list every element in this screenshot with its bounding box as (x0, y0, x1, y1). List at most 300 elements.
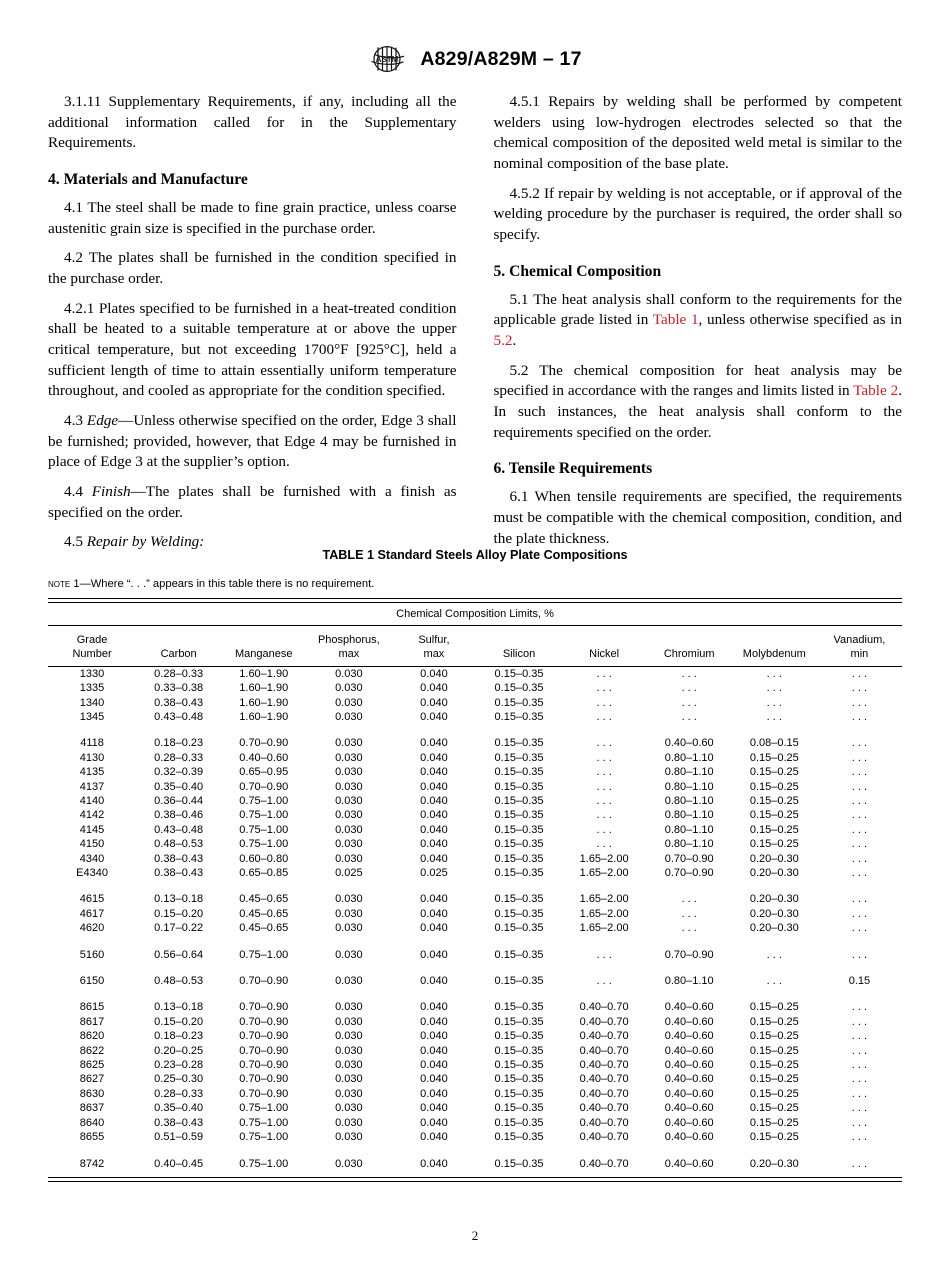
table-cell: 0.15–0.25 (749, 1131, 799, 1144)
paragraph-text: Repairs by welding shall be performed by competent welders using low-hydrogen electrodes selected so that the chemical composition of the deposited weld metal is similar to the nominal composition of the base plate. (493, 93, 903, 173)
column-header-silicon (476, 626, 561, 667)
table-cell: . . . (851, 867, 868, 879)
table-cell: 0.70–0.90 (239, 1059, 289, 1072)
grade-number-cell: 1345 (79, 710, 105, 723)
table-cell: 0.15–0.20 (154, 1015, 204, 1028)
grade-number-cell: 4130 (79, 751, 105, 764)
table-cell: 0.040 (420, 1030, 448, 1043)
table-cell: 0.030 (335, 1059, 363, 1072)
table-cell: . . . (851, 737, 868, 750)
paragraph-5-2 (494, 361, 903, 444)
paragraph-3-1-11 (48, 92, 457, 154)
table-cell: 0.40–0.60 (664, 1073, 714, 1086)
table-cell: 0.40–0.70 (579, 1102, 629, 1115)
table-cell: 0.75–1.00 (239, 1157, 289, 1170)
table-cell: 1.60–1.90 (239, 696, 289, 709)
table-cell: 0.70–0.90 (664, 852, 714, 865)
table-cell: 0.15–0.35 (494, 809, 544, 822)
table-cell: 0.040 (420, 809, 448, 822)
table-cell: . . . (766, 948, 782, 961)
column-header-vanadium (817, 626, 902, 667)
table-cell: 0.040 (420, 766, 448, 779)
grade-number-cell: 8617 (79, 1015, 105, 1028)
table-cell: 0.030 (335, 780, 363, 793)
table-cell: 0.15–0.20 (154, 907, 204, 920)
table-cell: . . . (851, 1001, 868, 1014)
table-cell: 0.15–0.35 (494, 780, 544, 793)
table-cell: 0.15–0.25 (749, 1087, 799, 1100)
table-row (48, 766, 902, 780)
section-heading-4: 4. Materials and Manufacture (48, 171, 248, 189)
table-cell: 0.15–0.25 (749, 1044, 799, 1057)
table-cell: 0.40–0.70 (579, 1073, 629, 1086)
table-cell: . . . (851, 696, 868, 709)
table-cell: 0.15–0.25 (749, 1059, 799, 1072)
table-cell: 0.48–0.53 (154, 975, 204, 988)
table-cell: 0.040 (420, 1044, 448, 1057)
table-cell: 0.70–0.90 (239, 780, 289, 793)
paragraph-text: If repair by welding is not acceptable, or if approval of the welding procedure by the purchaser is required, the order shall so specify. (493, 184, 902, 244)
table-cell: 0.15–0.25 (749, 794, 799, 807)
table-row (48, 1131, 902, 1145)
grade-number-cell: 6150 (79, 975, 105, 988)
table-cell: 0.28–0.33 (154, 667, 204, 680)
table-row (48, 667, 902, 682)
table-row (48, 852, 902, 866)
table-cell: 0.030 (335, 682, 363, 695)
table-cell: 0.70–0.90 (664, 867, 714, 879)
table-cell: 0.35–0.40 (154, 780, 204, 793)
page-number: 2 (471, 1228, 479, 1243)
table-cell: 0.70–0.90 (239, 737, 289, 750)
spacer-cell (48, 936, 902, 948)
table-cell: 0.040 (420, 737, 448, 750)
table-cell: . . . (681, 710, 697, 723)
table-cell: 0.70–0.90 (664, 948, 714, 961)
table-row (48, 948, 902, 962)
table-cell: 0.15–0.35 (494, 838, 544, 851)
table-row (48, 794, 902, 808)
table-cell: 0.040 (420, 1157, 448, 1170)
table-cell: 0.38–0.43 (154, 867, 204, 879)
table-cell: 0.13–0.18 (154, 893, 204, 906)
table-cell: 0.65–0.85 (239, 867, 289, 879)
table-cell: 0.23–0.28 (154, 1059, 204, 1072)
table-cell: 0.40–0.60 (664, 1116, 714, 1129)
grade-number-cell: 4137 (79, 780, 105, 793)
table-cell: 0.15–0.25 (749, 751, 799, 764)
column-header-line: Chromium (663, 647, 715, 660)
table-cell: 1.60–1.90 (239, 682, 289, 695)
grade-number-cell: 1330 (79, 667, 105, 680)
table-cell: 0.15–0.35 (494, 794, 544, 807)
table-cell: 1.60–1.90 (239, 667, 289, 680)
table-bottom-rule (48, 1178, 902, 1182)
table-cell: 0.040 (420, 975, 448, 988)
table-cell: 0.38–0.43 (154, 1116, 204, 1129)
paragraph-number: 4.5.1 (509, 93, 540, 110)
table-cell: 0.80–1.10 (664, 794, 714, 807)
table-row (48, 922, 902, 936)
table-cell: 0.030 (335, 809, 363, 822)
table-cell: . . . (851, 948, 868, 961)
table-cell: . . . (851, 1073, 868, 1086)
grade-number-cell: 4620 (79, 922, 105, 935)
table-cell: 0.43–0.48 (154, 823, 204, 836)
link-table-1[interactable]: Table 1 (652, 311, 699, 329)
table-cell: 0.70–0.90 (239, 1073, 289, 1086)
paragraph-number: 6.1 (509, 488, 529, 506)
column-header-line: Nickel (589, 647, 620, 660)
column-header-line: max (423, 647, 445, 660)
grade-number-cell: 8625 (79, 1059, 105, 1072)
table-cell: 0.15–0.35 (494, 1059, 544, 1072)
section-heading-6: 6. Tensile Requirements (493, 460, 653, 478)
right-column (494, 92, 903, 553)
paragraph-4-5-2 (494, 184, 903, 246)
table-cell: 0.60–0.80 (239, 852, 289, 865)
table-cell: 0.20–0.30 (749, 922, 799, 935)
table-group-spacer (48, 989, 902, 1001)
table-1-block (48, 548, 902, 1182)
table-cell: 1.65–2.00 (579, 893, 629, 906)
table-cell: . . . (851, 1087, 868, 1100)
table-cell: . . . (681, 922, 697, 935)
table-cell: 0.030 (335, 710, 363, 723)
table-cell: 0.030 (335, 893, 363, 906)
composition-table (48, 598, 902, 1182)
table-cell: 0.040 (420, 948, 448, 961)
table-row (48, 737, 902, 751)
table-cell: 0.15–0.35 (494, 751, 544, 764)
table-cell: 0.75–1.00 (239, 948, 289, 961)
table-cell: 1.65–2.00 (579, 907, 629, 920)
table-cell: 0.040 (420, 794, 448, 807)
table-cell: . . . (596, 766, 612, 779)
table-cell: 0.40–0.60 (239, 751, 289, 764)
table-cell: . . . (851, 667, 868, 680)
table-cell: 0.45–0.65 (239, 922, 289, 935)
column-header-line: Sulfur, (418, 634, 450, 647)
table-cell: 0.040 (420, 1116, 448, 1129)
table-cell: 0.36–0.44 (154, 794, 204, 807)
table-cell: . . . (851, 1157, 868, 1170)
table-cell: . . . (596, 794, 612, 807)
column-header-molybdenum (732, 626, 817, 667)
table-cell: 0.040 (420, 1001, 448, 1014)
table-cell: 0.15–0.35 (494, 696, 544, 709)
table-cell: . . . (596, 751, 612, 764)
table-cell: 0.08–0.15 (749, 737, 799, 750)
paragraph-4-4 (48, 482, 457, 523)
paragraph-number: 4.3 (64, 412, 83, 430)
spacer-cell (48, 1145, 902, 1157)
table-cell: . . . (596, 780, 612, 793)
table-cell: 0.15–0.25 (749, 766, 799, 779)
table-cell: 0.040 (420, 710, 448, 723)
grade-number-cell: 8620 (79, 1030, 105, 1043)
spacer-cell (48, 725, 902, 737)
table-cell: 0.35–0.40 (154, 1102, 204, 1115)
table-cell: 0.40–0.70 (579, 1157, 629, 1170)
table-group-spacer (48, 725, 902, 737)
table-cell: 0.80–1.10 (664, 823, 714, 836)
table-cell: 0.15–0.35 (494, 682, 544, 695)
table-cell: . . . (851, 682, 868, 695)
column-header-line: max (338, 647, 360, 660)
table-cell: 0.40–0.60 (664, 737, 714, 750)
table-header-row (48, 626, 902, 667)
table-cell: 0.75–1.00 (239, 823, 289, 836)
table-cell: . . . (851, 1030, 868, 1043)
table-cell: 0.40–0.70 (579, 1087, 629, 1100)
table-cell: . . . (766, 710, 782, 723)
table-cell: 0.15–0.35 (494, 1073, 544, 1086)
paragraph-number: 4.1 (64, 199, 83, 217)
table-cell: . . . (681, 696, 697, 709)
table-cell: 0.40–0.60 (664, 1059, 714, 1072)
table-row (48, 1116, 902, 1130)
column-header-line: Molybdenum (742, 647, 806, 660)
table-row (48, 893, 902, 907)
table-row (48, 1030, 902, 1044)
table-cell: . . . (851, 893, 868, 906)
table-cell: 0.030 (335, 737, 363, 750)
table-row (48, 1001, 902, 1015)
table-cell: 0.030 (335, 1102, 363, 1115)
table-cell: 0.40–0.70 (579, 1116, 629, 1129)
table-cell: 0.030 (335, 852, 363, 865)
table-cell: 0.040 (420, 751, 448, 764)
table-cell: 0.15–0.35 (494, 907, 544, 920)
grade-number-cell: 8622 (79, 1044, 105, 1057)
table-cell: 0.15–0.35 (494, 975, 544, 988)
table-cell: 0.40–0.70 (579, 1015, 629, 1028)
table-note (48, 576, 902, 590)
table-row (48, 823, 902, 837)
table-cell: 0.20–0.30 (749, 1157, 799, 1170)
grade-number-cell: 8742 (79, 1157, 105, 1170)
table-cell: . . . (596, 737, 612, 750)
note-text: 1—Where “. . .” appears in this table there is no requirement. (70, 578, 375, 590)
table-cell: 0.030 (335, 766, 363, 779)
table-cell: 0.030 (335, 907, 363, 920)
table-cell: 0.28–0.33 (154, 1087, 204, 1100)
table-cell: . . . (766, 682, 782, 695)
paragraph-number: 4.2 (64, 249, 83, 267)
table-cell: 0.20–0.30 (749, 893, 799, 906)
paragraph-text: The heat analysis shall conform to the requirements for the applicable grade listed in (493, 290, 902, 329)
paragraph-number: 3.1.11 (64, 93, 102, 110)
paragraph-text: The plates shall be furnished in the condition specified in the purchase order. (48, 249, 457, 288)
table-cell: 0.15–0.35 (494, 1102, 544, 1115)
paragraph-number: 4.5 (64, 533, 83, 551)
table-cell: . . . (596, 809, 612, 822)
column-header-nickel (562, 626, 647, 667)
table-row (48, 751, 902, 765)
svg-text:ASTM: ASTM (376, 55, 399, 64)
table-cell: 0.40–0.70 (579, 1001, 629, 1014)
document-designation: A829/A829M – 17 (420, 47, 582, 70)
table-cell: 0.15–0.25 (749, 823, 799, 836)
table-cell: . . . (851, 1059, 868, 1072)
table-cell: 0.40–0.60 (664, 1015, 714, 1028)
table-cell: 0.75–1.00 (239, 809, 289, 822)
table-cell: 0.15–0.25 (749, 1116, 799, 1129)
table-group-spacer (48, 881, 902, 893)
table-cell: 0.040 (420, 907, 448, 920)
span-header-label: Chemical Composition Limits, % (48, 603, 902, 626)
table-cell: . . . (851, 1015, 868, 1028)
paragraph-text: . In such instances, the heat analysis shall conform to the requirements specified on the order. (493, 382, 902, 441)
table-cell: 0.040 (420, 667, 448, 680)
table-cell: 0.38–0.46 (154, 809, 204, 822)
paragraph-text: The chemical composition for heat analysis may be specified in accordance with the ranges and limits listed in (493, 361, 902, 400)
table-cell: 0.75–1.00 (239, 794, 289, 807)
table-cell: 0.15–0.35 (494, 737, 544, 750)
table-cell: . . . (596, 823, 612, 836)
table-cell: 0.80–1.10 (664, 780, 714, 793)
table-cell: 0.40–0.60 (664, 1030, 714, 1043)
table-row (48, 1044, 902, 1058)
table-group-spacer (48, 963, 902, 975)
column-header-line: Number (72, 647, 112, 660)
table-row (48, 867, 902, 881)
table-cell: 0.15–0.25 (749, 1030, 799, 1043)
table-group-spacer (48, 1145, 902, 1157)
table-cell: 0.20–0.30 (749, 907, 799, 920)
table-cell: 0.15–0.35 (494, 1001, 544, 1014)
table-cell: 0.15–0.35 (494, 948, 544, 961)
table-cell: 0.030 (335, 948, 363, 961)
grade-number-cell: 4617 (79, 907, 105, 920)
table-cell: . . . (851, 809, 868, 822)
table-cell: 0.80–1.10 (664, 975, 714, 988)
table-cell: . . . (596, 838, 612, 851)
table-cell: . . . (851, 922, 868, 935)
table-cell: . . . (596, 710, 612, 723)
table-cell: 0.28–0.33 (154, 751, 204, 764)
table-cell: 0.030 (335, 751, 363, 764)
table-cell: 0.15–0.35 (494, 1015, 544, 1028)
table-row (48, 696, 902, 710)
table-cell: 0.20–0.25 (154, 1044, 204, 1057)
table-cell: 0.15 (848, 975, 871, 988)
table-row (48, 682, 902, 696)
table-cell: 0.70–0.90 (239, 1015, 289, 1028)
table-cell: 0.17–0.22 (154, 922, 204, 935)
table-cell: 0.040 (420, 852, 448, 865)
table-cell: . . . (766, 667, 782, 680)
grade-number-cell: 1340 (79, 696, 105, 709)
link-table-2[interactable]: Table 2 (853, 382, 899, 400)
table-row (48, 838, 902, 852)
table-cell: 0.15–0.35 (494, 1030, 544, 1043)
table-cell: 0.15–0.35 (494, 893, 544, 906)
table-cell: 0.030 (335, 696, 363, 709)
table-cell: 0.030 (335, 1030, 363, 1043)
table-cell: 0.15–0.25 (749, 1015, 799, 1028)
paragraph-text: When tensile requirements are specified, the requirements must be compatible with the chemical composition, condition, and the plate thickness. (493, 488, 902, 547)
paragraph-text: —Unless otherwise specified on the order, Edge 3 shall be furnished; provided, however, that Edge 4 may be furnished in place of Edge 3 at the supplier’s option. (48, 412, 457, 471)
paragraph-number: 5.1 (509, 290, 529, 308)
table-cell: 0.15–0.35 (494, 667, 544, 680)
table-row (48, 975, 902, 989)
table-cell: . . . (851, 1044, 868, 1057)
table-cell: 0.15–0.35 (494, 1116, 544, 1129)
column-header-line: min (850, 647, 869, 660)
paragraph-4-2 (48, 248, 457, 289)
table-cell: 0.030 (335, 1073, 363, 1086)
table-cell: 0.040 (420, 922, 448, 935)
table-cell: 0.15–0.25 (749, 1001, 799, 1014)
table-cell: 0.70–0.90 (239, 1001, 289, 1014)
table-cell: 0.15–0.35 (494, 766, 544, 779)
table-cell: 0.040 (420, 696, 448, 709)
body-columns (48, 92, 902, 553)
section-heading-5: 5. Chemical Composition (493, 262, 662, 280)
table-cell: . . . (681, 907, 697, 920)
astm-logo (368, 44, 408, 74)
table-cell: 0.13–0.18 (154, 1001, 204, 1014)
table-row (48, 1087, 902, 1101)
paragraph-text: Supplementary Requirements, if any, including all the additional information called for in the Supplementary Requirements. (48, 93, 457, 152)
table-cell: 1.65–2.00 (579, 922, 629, 935)
paragraph-text: Plates specified to be furnished in a heat-treated condition shall be heated to a suitable temperature at or above the upper critical temperature, but not exceeding 1700°F [925°C], held a sufficient length of time to attain essentially uniform temperature throughout, and cooled as appropriate for the condition specified. (48, 299, 457, 400)
table-cell: 0.70–0.90 (239, 1087, 289, 1100)
table-cell: 0.030 (335, 1044, 363, 1057)
table-cell: 0.040 (420, 1102, 448, 1115)
grade-number-cell: 4145 (79, 823, 105, 836)
column-header-grade (48, 626, 136, 667)
table-cell: 0.20–0.30 (749, 867, 799, 879)
table-cell: . . . (681, 893, 697, 906)
table-cell: 0.030 (335, 838, 363, 851)
grade-number-cell: 8640 (79, 1116, 105, 1129)
table-cell: . . . (851, 907, 868, 920)
column-header-line: Carbon (160, 647, 197, 660)
table-cell: 0.45–0.65 (239, 907, 289, 920)
table-cell: 0.025 (335, 867, 363, 879)
table-span-header-row (48, 603, 902, 626)
table-cell: . . . (766, 696, 782, 709)
grade-number-cell: 4135 (79, 766, 105, 779)
table-row (48, 1102, 902, 1116)
table-cell: . . . (851, 1116, 868, 1129)
paragraph-italic-lead: Finish (91, 483, 131, 501)
paragraph-5-1 (494, 290, 903, 352)
table-cell: 0.15–0.25 (749, 1073, 799, 1086)
table-cell: 0.25–0.30 (154, 1073, 204, 1086)
table-cell: 0.80–1.10 (664, 838, 714, 851)
table-cell: 0.40–0.70 (579, 1059, 629, 1072)
paragraph-4-1 (48, 198, 457, 239)
link-section-5-2[interactable]: 5.2 (493, 332, 513, 350)
table-cell: 0.15–0.35 (494, 1157, 544, 1170)
table-cell: 0.030 (335, 1087, 363, 1100)
grade-number-cell: 8637 (79, 1102, 105, 1115)
table-cell: . . . (851, 1131, 868, 1144)
grade-number-cell: 8630 (79, 1087, 105, 1100)
left-column (48, 92, 457, 553)
table-cell: . . . (851, 766, 868, 779)
table-cell: 0.40–0.60 (664, 1001, 714, 1014)
column-header-manganese (221, 626, 306, 667)
table-cell: 0.040 (420, 893, 448, 906)
table-group-spacer (48, 936, 902, 948)
table-cell: 1.65–2.00 (579, 867, 629, 879)
spacer-cell (48, 881, 902, 893)
